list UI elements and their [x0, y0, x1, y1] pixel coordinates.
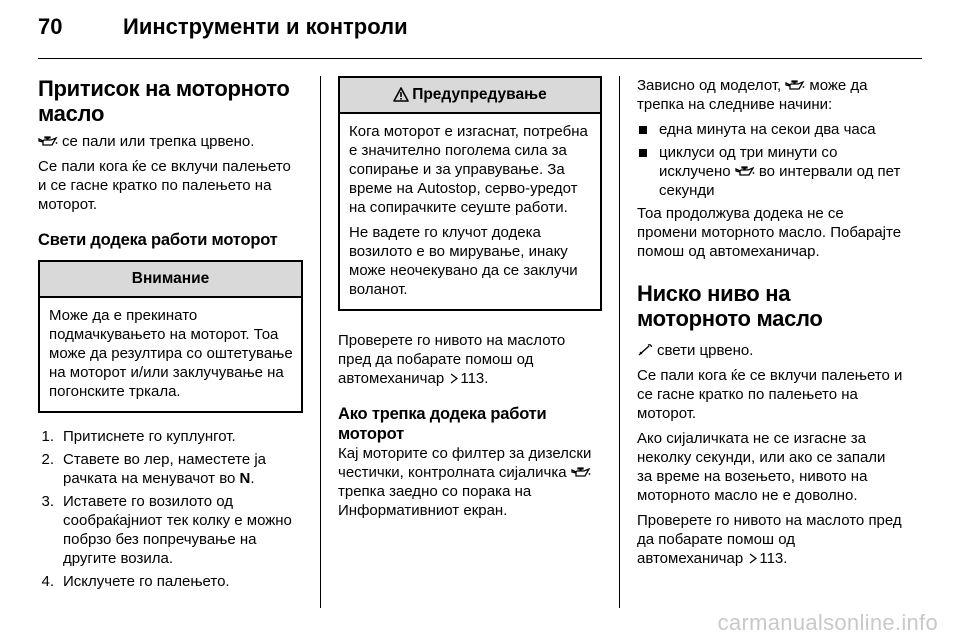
warning-title: Предупредување: [412, 86, 547, 103]
header-rule: [38, 58, 922, 59]
low-oil-description: Се пали кога ќе се вклучи палењето и се гасне кратко по палењето на моторот.: [637, 367, 903, 422]
check-oil-paragraph: Проверете го нивото на маслото пред да побарате помош од автомеханичар 113.: [338, 332, 566, 387]
notice-body: Може да е прекинато подмачкувањето на моторот. Тоа може да резултира со оштетување на моторот и/или заклучување на погонските тркала.: [49, 307, 293, 400]
oil-dipstick-icon: [637, 343, 653, 357]
oil-can-icon: [735, 166, 755, 178]
section-heading-oil-pressure: Притисок на моторното масло: [38, 76, 290, 126]
oil-pressure-description: Се пали кога ќе се вклучи палењето и се гасне кратко по палењето на моторот.: [38, 158, 291, 213]
page-number: 70: [38, 14, 63, 39]
low-oil-warning-paragraph: Ако сијаличката не се изгасне за неколку секунди, или ако се запали за време на возењето, нивото на моторното масло не е доволно.: [637, 430, 886, 504]
column-3: [637, 76, 903, 568]
warning-triangle-icon: [393, 87, 409, 102]
warning-paragraph-2: Не вадете го клучот додека возилото е во мирување, инаку може неочекувано да се заклучи воланот.: [349, 224, 578, 298]
list-item: циклуси од три минути со исклучено во интервали од пет секунди: [637, 143, 903, 200]
page-reference-arrow-icon: [749, 553, 757, 564]
page-title: Иинструменти и контроли: [123, 14, 408, 39]
list-item: 2. Ставете во лер, наместете ја рачката на менувачот во N.: [41, 451, 267, 487]
check-oil-paragraph-2: Проверете го нивото на маслото пред да побарате помош од автомеханичар 113.: [637, 512, 902, 567]
warning-header: [340, 78, 600, 114]
dpf-paragraph: Кај моторите со филтер за дизелски честички, контролната сијаличка трепка заедно со порака на Информативниот екран.: [338, 445, 592, 519]
oil-pressure-status-line: се пали или трепка црвено.: [38, 132, 303, 151]
page-reference-link[interactable]: 113.: [460, 370, 489, 387]
steps-list: [38, 427, 303, 591]
subheading-while-engine-running: Свети додека работи моторот: [38, 231, 278, 249]
bullet-square-icon: [639, 126, 647, 134]
oil-can-icon: [785, 80, 805, 92]
list-item: 4. Исклучете го палењето.: [41, 573, 230, 590]
watermark: carmanualsonline.info: [717, 610, 938, 635]
notice-title: Внимание: [40, 262, 301, 298]
column-2: [338, 76, 602, 520]
warning-box: [338, 76, 602, 311]
oil-can-icon: [38, 136, 58, 148]
section-heading-low-oil-level: Ниско ниво на моторното масло: [637, 281, 823, 331]
list-item: 1. Притиснете го куплунгот.: [41, 428, 236, 445]
warning-paragraph-1: Кога моторот е изгаснат, потребна е значително поголема сила за сопирање и за управување. За време на Autostop, серво-уредот на сопирачките сеуште работи.: [349, 123, 588, 216]
section-heading-flashing-while-running: Ако трепка додека работи моторот: [338, 405, 547, 443]
column-divider-1: [320, 76, 321, 608]
low-oil-status-line: свети црвено.: [637, 341, 903, 360]
notice-box: [38, 260, 303, 413]
model-dependent-paragraph: Зависно од моделот, може да трепка на следниве начини:: [637, 77, 868, 113]
bullet-square-icon: [639, 149, 647, 157]
column-1: [38, 76, 303, 595]
oil-change-paragraph: Тоа продолжува додека не се промени моторното масло. Побарајте помош од автомеханичар.: [637, 205, 902, 260]
page-reference-arrow-icon: [450, 373, 458, 384]
page-header: [38, 14, 408, 40]
list-item: една минута на секои два часа: [637, 120, 903, 139]
page-reference-link[interactable]: 113.: [759, 550, 788, 567]
list-item: 3. Иставете го возилото од сообраќајниот тек колку е можно побрзо без попречување на другите возила.: [41, 493, 292, 567]
column-divider-2: [619, 76, 620, 608]
flash-pattern-list: [637, 120, 903, 200]
oil-can-icon: [571, 467, 591, 479]
